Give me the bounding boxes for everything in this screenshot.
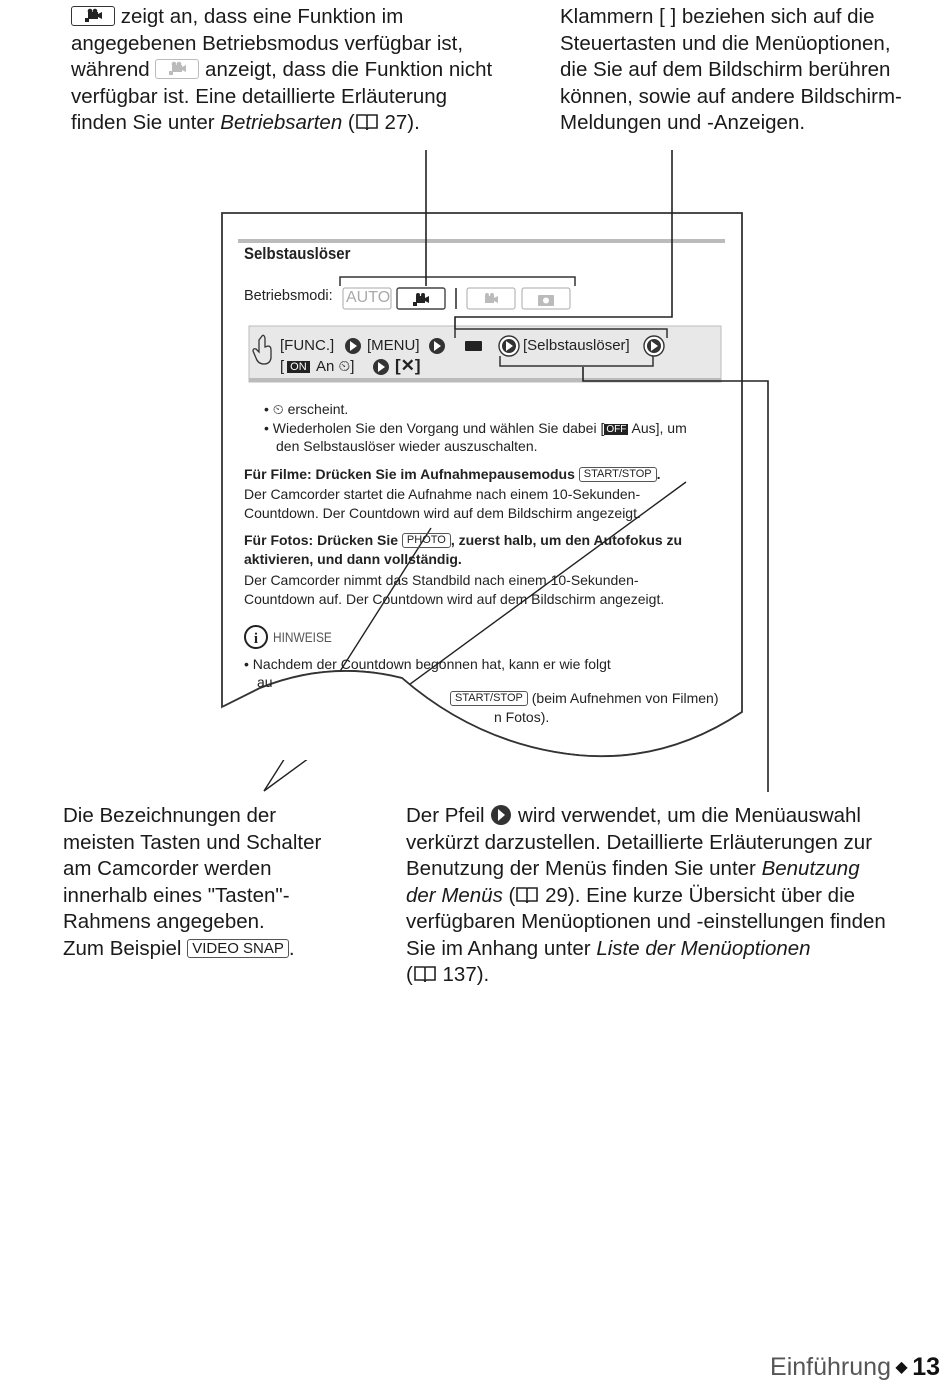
notes-line-1: • Nachdem der Countdown begonnen hat, kann er wie folgt — [244, 656, 611, 672]
top-right-line-1: Klammern [ ] beziehen sich auf die — [560, 5, 875, 28]
bottom-left-line-3: am Camcorder werden — [63, 857, 272, 880]
bottom-right-line-4: der Menüs ( 29). Eine kurze Übersicht über die — [406, 883, 856, 907]
bottom-left-explanation — [63, 803, 383, 962]
bottom-left-line-2: meisten Tasten und Schalter — [63, 830, 322, 854]
bottom-left-line-1: Die Bezeichnungen der — [63, 804, 277, 827]
func-line-1: [FUNC.] — [280, 337, 335, 354]
func-selbstausloser-label: [Selbstauslöser] — [523, 337, 630, 354]
notes-line-2: au — [257, 674, 273, 690]
book-reference-icon — [515, 886, 539, 905]
top-right-line-5: Meldungen und -Anzeigen. — [560, 111, 806, 134]
films-text-2: Countdown. Der Countdown wird auf dem Bildschirm angezeigt. — [244, 505, 641, 521]
footer-separator: ◆ — [890, 1359, 913, 1376]
book-reference-icon — [413, 965, 437, 984]
func-menu-label: [MENU] — [367, 337, 420, 354]
photo-text-2: Countdown auf. Der Countdown wird auf dem Bildschirm angezeigt. — [244, 591, 665, 607]
func-line-2: [ ON An ⏲] — [280, 358, 355, 375]
bottom-right-line-5: verfügbaren Menüoptionen und -einstellungen finden — [406, 910, 886, 933]
page-number: 13 — [912, 1353, 940, 1381]
page-footer — [770, 1353, 940, 1382]
bottom-right-line-2: verkürzt darzustellen. Detaillierte Erläuterungen zur — [406, 830, 873, 854]
top-left-line-5: finden Sie unter Betriebsarten ( 27). — [71, 111, 420, 134]
bottom-right-line-6: Sie im Anhang unter Liste der Menüoptionen — [406, 936, 811, 960]
photo-heading-1: Für Fotos: Drücken Sie PHOTO , zuerst halb, um den Autofokus zu — [244, 532, 683, 548]
video-snap-key: VIDEO SNAP — [187, 939, 289, 958]
menu-arrow-icon — [490, 805, 512, 825]
footer-section: Einführung — [770, 1353, 891, 1381]
bottom-left-line-4: innerhalb eines "Tasten"- — [63, 883, 290, 907]
bottom-right-explanation — [406, 803, 946, 989]
top-right-line-2: Steuertasten und die Menüoptionen, — [560, 31, 891, 55]
svg-text:i: i — [253, 631, 259, 647]
top-left-line-4: verfügbar ist. Eine detaillierte Erläuterung — [71, 84, 448, 108]
bottom-left-line-5: Rahmens angegeben. — [63, 910, 265, 933]
bottom-right-line-1: Der Pfeil wird verwendet, um die Menüauswahl — [406, 804, 861, 827]
top-left-line-1: zeigt an, dass eine Funktion im — [71, 4, 551, 31]
on-badge: ON — [287, 361, 310, 373]
sample-bullet-2-cont: den Selbstauslöser wieder auszuschalten. — [276, 438, 538, 454]
photo-heading-2: aktivieren, und dann vollständig. — [244, 551, 462, 567]
top-left-line-3: während anzeigt, dass die Funktion nicht — [71, 58, 493, 81]
bottom-left-example: Zum Beispiel VIDEO SNAP . — [63, 936, 295, 960]
notes-heading: HINWEISE — [273, 629, 332, 645]
top-right-line-4: können, sowie auf andere Bildschirm- — [560, 84, 902, 108]
func-close-label: [✕] — [395, 356, 421, 375]
sample-bullet-2: • Wiederholen Sie den Vorgang und wählen Sie dabei [ OFF Aus], um — [264, 420, 687, 436]
photo-text-1: Der Camcorder nimmt das Standbild nach einem 10-Sekunden- — [244, 572, 639, 588]
top-right-line-3: die Sie auf dem Bildschirm berühren — [560, 58, 891, 81]
sample-modes-label: Betriebsmodi: — [244, 288, 333, 304]
sample-title: Selbstauslöser — [244, 244, 351, 263]
films-text-1: Der Camcorder startet die Aufnahme nach einem 10-Sekunden- — [244, 486, 641, 502]
sample-bullet-1: • ⏲ erscheint. — [264, 401, 349, 417]
bottom-right-line-7: ( 137). — [406, 963, 490, 986]
notes-line-4: n Fotos). — [494, 709, 550, 725]
bottom-right-line-3: Benutzung der Menüs finden Sie unter Benutzung — [406, 857, 860, 880]
top-left-line-2: angegebenen Betriebsmodus verfügbar ist, — [71, 31, 464, 55]
notes-line-3: START/STOP (beim Aufnehmen von Filmen) — [450, 690, 719, 706]
mode-auto-button: AUTO — [346, 289, 391, 306]
films-heading: Für Filme: Drücken Sie im Aufnahmepausemodus START/STOP . — [244, 466, 661, 482]
